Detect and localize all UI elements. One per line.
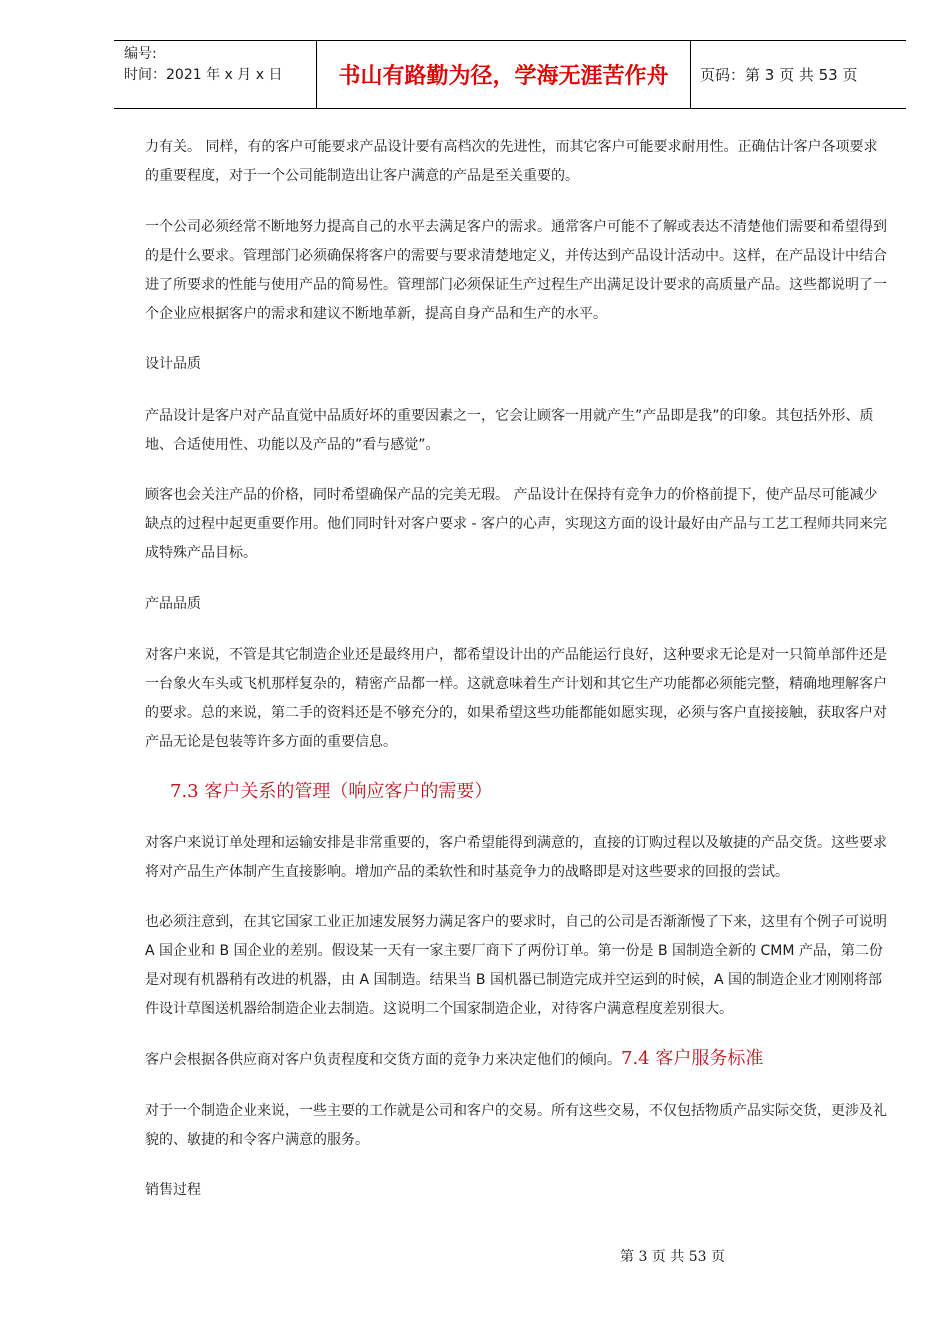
page-header [114,40,906,109]
section-label-sales-process: 销售过程 [145,1182,201,1198]
paragraph-8 [145,1044,891,1075]
header-number: 编号: [124,46,157,62]
paragraph-9: 对于一个制造企业来说，一些主要的工作就是公司和客户的交易。所有这些交易，不仅包括物质产品实际交货，更涉及礼貌的、敏捷的和令客户满意的服务。 [145,1103,887,1148]
paragraph-6: 对客户来说订单处理和运输安排是非常重要的，客户希望能得到满意的，直接的订购过程以及敏捷的产品交货。这些要求将对产品生产体制产生直接影响。增加产品的柔软性和时基竞争力的战略即是对这些要求的回报的尝试。 [145,835,887,880]
section-label-design-quality: 设计品质 [145,356,201,372]
section-label-product-quality: 产品品质 [145,596,201,612]
header-time: 时间：2021 年 x 月 x 日 [124,67,283,83]
header-page-number: 页码：第 3 页 共 53 页 [700,66,858,84]
heading-7-3 [170,779,492,805]
paragraph-2: 一个公司必须经常不断地努力提高自己的水平去满足客户的需求。通常客户可能不了解或表达不清楚他们需要和希望得到的是什么要求。管理部门必须确保将客户的需要与要求清楚地定义，并传达到产品设计活动中。这样，在产品设计中结合进了所要求的性能与使用产品的简易性。管理部门必须保证生产过程生产出满足设计要求的高质量产品。这些都说明了一个企业应根据客户的需求和建议不断地革新，提高自身产品和生产的水平。 [145,219,887,322]
header-motto: 书山有路勤为径，学海无涯苦作舟 [316,41,691,108]
paragraph-7: 也必须注意到，在其它国家工业正加速发展努力满足客户的要求时，自己的公司是否渐渐慢了下来，这里有个例子可说明 A 国企业和 B 国企业的差别。假设某一天有一家主要厂商下了两份订单。第一份是 B 国制造全新的 CMM 产品，第二份是对现有机器稍有改进的机器，由 A 国制造。结果当 B 国机器已制造完成并空运到的时候，A 国的制造企业才刚刚将部件设计草图送机器给制造企业去制造。这说明二个国家制造企业，对待客户满意程度差别很大。 [145,914,887,1017]
heading-7-3-text: 客户关系的管理（响应客户的需要） [204,781,493,802]
heading-7-4-number: 7.4 [621,1048,650,1069]
paragraph-3: 产品设计是客户对产品直觉中品质好坏的重要因素之一，它会让顾客一用就产生”产品即是我”的印象。其包括外形、质地、合适使用性、功能以及产品的”看与感觉”。 [145,408,874,453]
heading-7-4 [621,1048,763,1069]
paragraph-4: 顾客也会关注产品的价格，同时希望确保产品的完美无瑕。 产品设计在保持有竞争力的价格前提下，使产品尽可能减少缺点的过程中起更重要作用。他们同时针对客户要求 - 客户的心声，实现这方面的设计最好由产品与工艺工程师共同来完成特殊产品目标。 [145,487,887,561]
paragraph-1: 力有关。 同样，有的客户可能要求产品设计要有高档次的先进性，而其它客户可能要求耐用性。正确估计客户各项要求的重要程度，对于一个公司能制造出让客户满意的产品是至关重要的。 [145,139,878,184]
page-footer: 第 3 页 共 53 页 [620,1249,725,1265]
paragraph-8-text: 客户会根据各供应商对客户负责程度和交货方面的竞争力来决定他们的倾向。 [145,1052,621,1068]
header-meta [114,41,316,108]
heading-7-3-number: 7.3 [170,781,199,802]
heading-7-4-text: 客户服务标准 [655,1048,764,1069]
paragraph-5: 对客户来说，不管是其它制造企业还是最终用户，都希望设计出的产品能运行良好，这种要求无论是对一只简单部件还是一台象火车头或飞机那样复杂的，精密产品都一样。这就意味着生产计划和其它生产功能都必须能完整，精确地理解客户的要求。总的来说，第二手的资料还是不够充分的，如果希望这些功能都能如愿实现，必须与客户直接接触，获取客户对产品无论是包装等许多方面的重要信息。 [145,647,887,750]
